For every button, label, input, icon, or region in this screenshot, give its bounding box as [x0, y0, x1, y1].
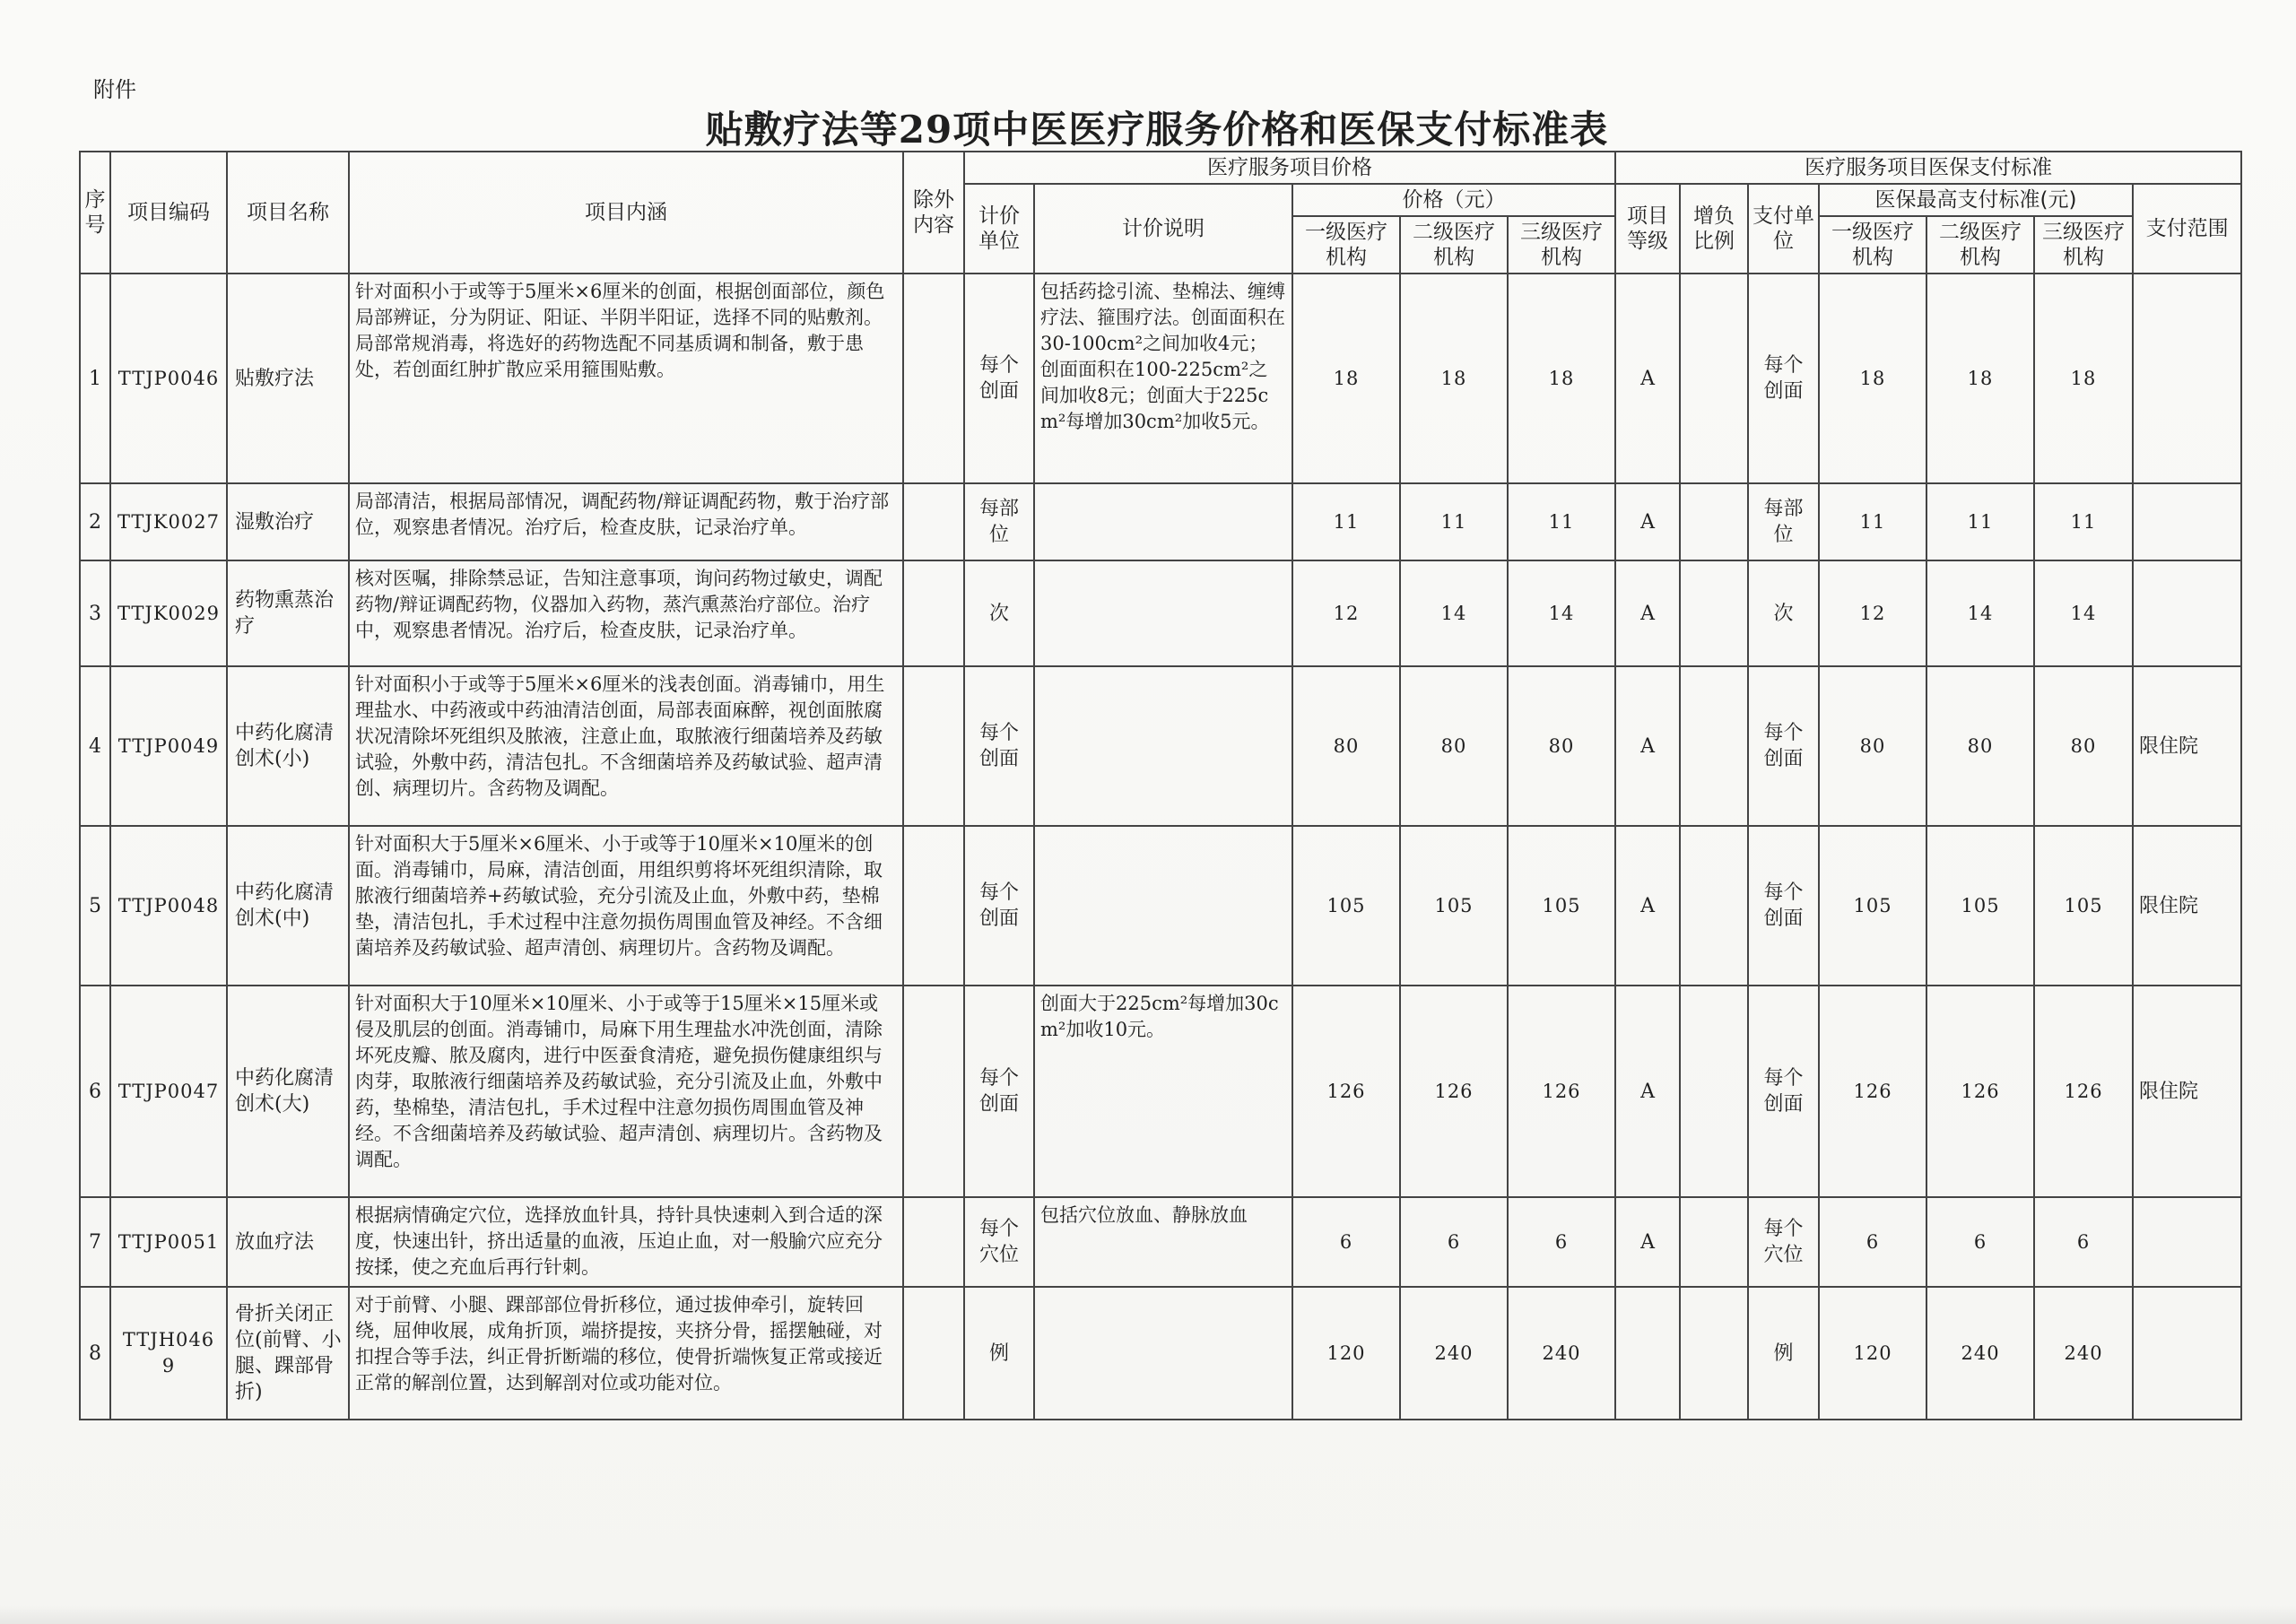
cell-price-level2: 6: [1400, 1197, 1508, 1287]
cell-content: 针对面积大于5厘米×6厘米、小于或等于10厘米×10厘米的创面。消毒铺巾，局麻，清洁创面，用组织剪将坏死组织清除，取脓液行细菌培养+药敏试验，充分引流及止血，外敷中药，垫棉垫，清洁包扎，手术过程中注意勿损伤周围血管及神经。不含细菌培养及药敏试验、超声清创、病理切片。含药物及调配。: [349, 826, 903, 986]
cell-seq: 7: [80, 1197, 110, 1287]
cell-pay-unit: 例: [1748, 1287, 1819, 1420]
header-level2: 二级医疗机构: [1400, 216, 1508, 274]
table-row: [80, 666, 2241, 826]
cell-exclude: [903, 274, 964, 483]
cell-pay-unit: 每个创面: [1748, 986, 1819, 1197]
cell-ins-level3: 105: [2034, 826, 2133, 986]
scan-edge-shadow: [0, 1605, 2296, 1624]
cell-ins-level2: 240: [1926, 1287, 2034, 1420]
cell-ratio: [1680, 560, 1748, 666]
table-row: [80, 274, 2241, 483]
cell-seq: 3: [80, 560, 110, 666]
cell-price-level3: 126: [1508, 986, 1615, 1197]
cell-ins-level1: 12: [1819, 560, 1926, 666]
cell-ratio: [1680, 986, 1748, 1197]
cell-exclude: [903, 666, 964, 826]
cell-explain: 包括穴位放血、静脉放血: [1034, 1197, 1292, 1287]
cell-name: 药物熏蒸治疗: [227, 560, 349, 666]
cell-unit: 每个创面: [964, 826, 1034, 986]
price-table: [79, 151, 2242, 1420]
cell-scope: 限住院: [2133, 826, 2241, 986]
cell-price-level1: 80: [1292, 666, 1400, 826]
cell-price-level1: 12: [1292, 560, 1400, 666]
table-row: [80, 483, 2241, 560]
cell-scope: 限住院: [2133, 986, 2241, 1197]
cell-scope: [2133, 1287, 2241, 1420]
cell-ins-level1: 6: [1819, 1197, 1926, 1287]
cell-ins-level3: 240: [2034, 1287, 2133, 1420]
cell-price-level2: 105: [1400, 826, 1508, 986]
cell-ins-level1: 11: [1819, 483, 1926, 560]
cell-grade: A: [1615, 274, 1680, 483]
cell-price-level3: 18: [1508, 274, 1615, 483]
cell-price-level3: 240: [1508, 1287, 1615, 1420]
cell-content: 对于前臂、小腿、踝部部位骨折移位，通过拔伸牵引，旋转回绕，屈伸收展，成角折顶，端挤提按，夹挤分骨，摇摆触碰，对扣捏合等手法，纠正骨折断端的移位，使骨折端恢复正常或接近正常的解剖位置，达到解剖对位或功能对位。: [349, 1287, 903, 1420]
header-unit: 计价单位: [964, 184, 1034, 274]
cell-ins-level2: 14: [1926, 560, 2034, 666]
cell-content: 局部清洁，根据局部情况，调配药物/辩证调配药物，敷于治疗部位，观察患者情况。治疗后，检查皮肤，记录治疗单。: [349, 483, 903, 560]
cell-seq: 1: [80, 274, 110, 483]
cell-unit: 每个创面: [964, 666, 1034, 826]
cell-grade: A: [1615, 1197, 1680, 1287]
header-explain: 计价说明: [1034, 184, 1292, 274]
cell-ins-level2: 80: [1926, 666, 2034, 826]
header-level3: 三级医疗机构: [1508, 216, 1615, 274]
cell-exclude: [903, 1287, 964, 1420]
cell-ins-level3: 126: [2034, 986, 2133, 1197]
cell-ins-level3: 80: [2034, 666, 2133, 826]
cell-code: TTJP0046: [110, 274, 227, 483]
cell-seq: 4: [80, 666, 110, 826]
table-row: [80, 1197, 2241, 1287]
cell-scope: [2133, 274, 2241, 483]
cell-ins-level1: 80: [1819, 666, 1926, 826]
cell-grade: A: [1615, 826, 1680, 986]
cell-pay-unit: 次: [1748, 560, 1819, 666]
cell-scope: 限住院: [2133, 666, 2241, 826]
cell-ratio: [1680, 826, 1748, 986]
cell-explain: 创面大于225cm²每增加30cm²加收10元。: [1034, 986, 1292, 1197]
cell-ins-level2: 126: [1926, 986, 2034, 1197]
cell-price-level2: 80: [1400, 666, 1508, 826]
cell-ins-level3: 18: [2034, 274, 2133, 483]
cell-ins-level1: 105: [1819, 826, 1926, 986]
document-title: 贴敷疗法等29项中医医疗服务价格和医保支付标准表: [705, 108, 1609, 152]
cell-price-level2: 11: [1400, 483, 1508, 560]
cell-explain: [1034, 1287, 1292, 1420]
cell-price-level3: 105: [1508, 826, 1615, 986]
header-level1: 一级医疗机构: [1292, 216, 1400, 274]
price-table-container: [79, 151, 2240, 1420]
cell-price-level3: 80: [1508, 666, 1615, 826]
cell-scope: [2133, 1197, 2241, 1287]
cell-ins-level3: 11: [2034, 483, 2133, 560]
header-insurance-group: 医疗服务项目医保支付标准: [1615, 152, 2241, 184]
cell-pay-unit: 每个创面: [1748, 666, 1819, 826]
cell-code: TTJP0051: [110, 1197, 227, 1287]
cell-seq: 6: [80, 986, 110, 1197]
cell-unit: 每个创面: [964, 986, 1034, 1197]
cell-price-level1: 11: [1292, 483, 1400, 560]
cell-content: 针对面积大于10厘米×10厘米、小于或等于15厘米×15厘米或侵及肌层的创面。消毒铺巾，局麻下用生理盐水冲洗创面，清除坏死皮瓣、脓及腐肉，进行中医蚕食清疮，避免损伤健康组织与肉芽，取脓液行细菌培养及药敏试验，充分引流及止血，外敷中药，垫棉垫，清洁包扎，手术过程中注意勿损伤周围血管及神经。不含细菌培养及药敏试验、超声清创、病理切片。含药物及调配。: [349, 986, 903, 1197]
cell-exclude: [903, 1197, 964, 1287]
cell-exclude: [903, 826, 964, 986]
cell-price-level1: 126: [1292, 986, 1400, 1197]
cell-ratio: [1680, 274, 1748, 483]
cell-content: 根据病情确定穴位，选择放血针具，持针具快速刺入到合适的深度，快速出针，挤出适量的血液，压迫止血，对一般腧穴应充分按揉，使之充血后再行针刺。: [349, 1197, 903, 1287]
cell-ins-level1: 18: [1819, 274, 1926, 483]
cell-price-level2: 126: [1400, 986, 1508, 1197]
header-content: 项目内涵: [349, 152, 903, 274]
cell-seq: 8: [80, 1287, 110, 1420]
cell-pay-unit: 每部位: [1748, 483, 1819, 560]
header-scope: 支付范围: [2133, 184, 2241, 274]
header-ins-level1: 一级医疗机构: [1819, 216, 1926, 274]
header-insurance-sub: 医保最高支付标准(元): [1819, 184, 2133, 216]
cell-grade: A: [1615, 666, 1680, 826]
cell-code: TTJP0047: [110, 986, 227, 1197]
cell-ratio: [1680, 1197, 1748, 1287]
cell-price-level1: 105: [1292, 826, 1400, 986]
cell-name: 放血疗法: [227, 1197, 349, 1287]
cell-price-level1: 120: [1292, 1287, 1400, 1420]
cell-exclude: [903, 483, 964, 560]
cell-explain: 包括药捻引流、垫棉法、缠缚疗法、箍围疗法。创面面积在30-100cm²之间加收4元；创面面积在100-225cm²之间加收8元；创面大于225cm²每增加30cm²加收5元。: [1034, 274, 1292, 483]
cell-ins-level2: 105: [1926, 826, 2034, 986]
cell-scope: [2133, 483, 2241, 560]
cell-scope: [2133, 560, 2241, 666]
cell-explain: [1034, 826, 1292, 986]
cell-ins-level3: 6: [2034, 1197, 2133, 1287]
cell-content: 针对面积小于或等于5厘米×6厘米的创面，根据创面部位，颜色局部辨证，分为阴证、阳证、半阴半阳证，选择不同的贴敷剂。局部常规消毒，将选好的药物选配不同基质调和制备，敷于患处，若创面红肿扩散应采用箍围贴敷。: [349, 274, 903, 483]
cell-price-level2: 240: [1400, 1287, 1508, 1420]
cell-pay-unit: 每个创面: [1748, 826, 1819, 986]
cell-explain: [1034, 560, 1292, 666]
header-grade: 项目等级: [1615, 184, 1680, 274]
cell-name: 湿敷治疗: [227, 483, 349, 560]
cell-ins-level1: 120: [1819, 1287, 1926, 1420]
table-row: [80, 826, 2241, 986]
cell-pay-unit: 每个穴位: [1748, 1197, 1819, 1287]
cell-explain: [1034, 666, 1292, 826]
cell-grade: A: [1615, 560, 1680, 666]
cell-name: 贴敷疗法: [227, 274, 349, 483]
cell-unit: 例: [964, 1287, 1034, 1420]
cell-code: TTJP0048: [110, 826, 227, 986]
attachment-label: 附件: [93, 77, 136, 102]
cell-content: 核对医嘱，排除禁忌证，告知注意事项，询问药物过敏史，调配药物/辩证调配药物，仪器加入药物，蒸汽熏蒸治疗部位。治疗中，观察患者情况。治疗后，检查皮肤，记录治疗单。: [349, 560, 903, 666]
cell-ins-level2: 11: [1926, 483, 2034, 560]
cell-code: TTJK0029: [110, 560, 227, 666]
cell-unit: 次: [964, 560, 1034, 666]
cell-price-level1: 18: [1292, 274, 1400, 483]
header-name: 项目名称: [227, 152, 349, 274]
cell-content: 针对面积小于或等于5厘米×6厘米的浅表创面。消毒铺巾，用生理盐水、中药液或中药油清洁创面，局部表面麻醉，视创面脓腐状况清除坏死组织及脓液，注意止血，取脓液行细菌培养及药敏试验，外敷中药，清洁包扎。不含细菌培养及药敏试验、超声清创、病理切片。含药物及调配。: [349, 666, 903, 826]
header-price-sub: 价格（元）: [1292, 184, 1615, 216]
table-row: [80, 1287, 2241, 1420]
cell-price-level1: 6: [1292, 1197, 1400, 1287]
cell-seq: 5: [80, 826, 110, 986]
cell-pay-unit: 每个创面: [1748, 274, 1819, 483]
header-price-group: 医疗服务项目价格: [964, 152, 1615, 184]
cell-price-level3: 14: [1508, 560, 1615, 666]
header-seq: 序号: [80, 152, 110, 274]
cell-code: TTJH0469: [110, 1287, 227, 1420]
cell-unit: 每部位: [964, 483, 1034, 560]
cell-grade: A: [1615, 483, 1680, 560]
table-row: [80, 560, 2241, 666]
cell-name: 中药化腐清创术(小): [227, 666, 349, 826]
cell-price-level3: 6: [1508, 1197, 1615, 1287]
cell-exclude: [903, 560, 964, 666]
header-ins-level2: 二级医疗机构: [1926, 216, 2034, 274]
header-pay-unit: 支付单位: [1748, 184, 1819, 274]
cell-ins-level1: 126: [1819, 986, 1926, 1197]
cell-unit: 每个穴位: [964, 1197, 1034, 1287]
cell-name: 骨折关闭正位(前臂、小腿、踝部骨折): [227, 1287, 349, 1420]
header-exclude: 除外内容: [903, 152, 964, 274]
cell-ins-level2: 6: [1926, 1197, 2034, 1287]
cell-ins-level3: 14: [2034, 560, 2133, 666]
cell-code: TTJK0027: [110, 483, 227, 560]
cell-exclude: [903, 986, 964, 1197]
header-ins-level3: 三级医疗机构: [2034, 216, 2133, 274]
table-row: [80, 986, 2241, 1197]
header-code: 项目编码: [110, 152, 227, 274]
cell-ins-level2: 18: [1926, 274, 2034, 483]
cell-ratio: [1680, 1287, 1748, 1420]
cell-grade: A: [1615, 986, 1680, 1197]
cell-unit: 每个创面: [964, 274, 1034, 483]
cell-ratio: [1680, 483, 1748, 560]
cell-name: 中药化腐清创术(中): [227, 826, 349, 986]
cell-price-level3: 11: [1508, 483, 1615, 560]
header-ratio: 增负比例: [1680, 184, 1748, 274]
cell-seq: 2: [80, 483, 110, 560]
cell-name: 中药化腐清创术(大): [227, 986, 349, 1197]
cell-price-level2: 14: [1400, 560, 1508, 666]
cell-price-level2: 18: [1400, 274, 1508, 483]
cell-grade: [1615, 1287, 1680, 1420]
cell-ratio: [1680, 666, 1748, 826]
cell-code: TTJP0049: [110, 666, 227, 826]
cell-explain: [1034, 483, 1292, 560]
